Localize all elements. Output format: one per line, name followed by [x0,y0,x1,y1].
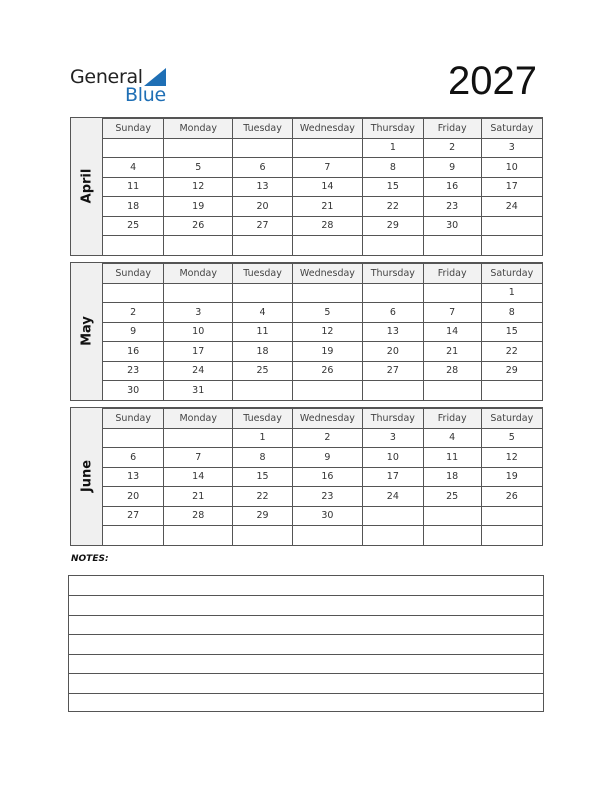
day-cell: 26 [481,487,542,507]
weekday-header: Tuesday [233,264,293,284]
notes-line [69,595,543,596]
day-cell: 3 [481,138,542,158]
day-cell [423,381,481,401]
day-cell: 9 [292,448,362,468]
weekday-header: Thursday [362,264,423,284]
month-name: April [79,168,94,204]
year-title: 2027 [448,59,537,103]
day-cell: 6 [362,303,423,323]
day-cell: 15 [233,467,293,487]
day-cell: 23 [292,487,362,507]
day-cell: 10 [362,448,423,468]
day-cell: 7 [164,448,233,468]
week-row [103,506,542,526]
day-cell: 26 [164,216,233,236]
day-cell: 6 [233,158,293,178]
day-cell: 20 [103,487,164,507]
month-grid [103,263,542,400]
week-row [103,342,542,362]
month-block-june [70,407,543,546]
day-cell: 20 [362,342,423,362]
day-cell: 10 [481,158,542,178]
day-cell: 22 [481,342,542,362]
notes-box[interactable] [68,575,544,712]
week-row [103,216,542,236]
day-cell [423,283,481,303]
notes-label: NOTES: [71,554,109,564]
day-cell: 27 [362,361,423,381]
day-cell [233,236,293,256]
day-cell [164,236,233,256]
day-cell: 17 [164,342,233,362]
day-cell: 25 [233,361,293,381]
week-row [103,526,542,546]
day-cell: 23 [103,361,164,381]
notes-line [69,673,543,674]
day-cell: 2 [292,428,362,448]
day-cell: 11 [233,322,293,342]
day-cell: 13 [233,177,293,197]
logo-text-blue: Blue [125,84,166,106]
weekday-header: Thursday [362,119,423,139]
day-cell: 27 [233,216,293,236]
day-cell: 14 [292,177,362,197]
month-name: May [79,316,94,347]
weekday-header: Friday [423,119,481,139]
logo-text-general: General [70,66,143,88]
day-cell: 28 [292,216,362,236]
day-cell [233,283,293,303]
day-cell [103,138,164,158]
day-cell: 27 [103,506,164,526]
day-cell: 5 [164,158,233,178]
weekday-header: Tuesday [233,409,293,429]
day-cell: 13 [103,467,164,487]
day-cell [233,526,293,546]
day-cell [481,506,542,526]
day-cell [423,506,481,526]
weekday-header: Friday [423,264,481,284]
day-cell: 28 [423,361,481,381]
day-cell: 22 [233,487,293,507]
day-cell [233,138,293,158]
day-cell [362,381,423,401]
week-row [103,428,542,448]
day-cell: 18 [233,342,293,362]
week-row [103,361,542,381]
day-cell: 5 [292,303,362,323]
day-cell: 16 [292,467,362,487]
day-cell [292,526,362,546]
day-cell: 1 [481,283,542,303]
day-cell: 11 [103,177,164,197]
month-block-may [70,262,543,401]
day-cell: 5 [481,428,542,448]
day-cell: 9 [103,322,164,342]
day-cell: 24 [362,487,423,507]
day-cell: 19 [481,467,542,487]
week-row [103,381,542,401]
month-grid [103,408,542,545]
week-row [103,448,542,468]
day-cell: 22 [362,197,423,217]
weekday-header: Saturday [481,119,542,139]
weekday-header: Monday [164,119,233,139]
weekday-header: Sunday [103,409,164,429]
notes-line [69,693,543,694]
weekday-header: Wednesday [292,264,362,284]
day-cell: 19 [164,197,233,217]
day-cell [292,138,362,158]
day-cell [292,236,362,256]
weekday-header: Wednesday [292,119,362,139]
notes-line [69,615,543,616]
month-block-april [70,117,543,256]
day-cell [362,526,423,546]
day-cell: 18 [423,467,481,487]
day-cell [292,283,362,303]
day-cell: 14 [423,322,481,342]
day-cell: 3 [362,428,423,448]
day-cell [292,381,362,401]
day-cell: 15 [362,177,423,197]
weekday-header: Monday [164,264,233,284]
week-row [103,303,542,323]
day-cell: 1 [233,428,293,448]
day-cell: 30 [292,506,362,526]
day-cell: 12 [292,322,362,342]
day-cell: 31 [164,381,233,401]
day-cell: 15 [481,322,542,342]
day-cell: 29 [233,506,293,526]
day-cell: 21 [164,487,233,507]
day-cell: 4 [233,303,293,323]
weekday-header-row [103,264,542,284]
day-cell: 11 [423,448,481,468]
week-row [103,177,542,197]
day-cell [103,526,164,546]
weekday-header: Tuesday [233,119,293,139]
day-cell: 20 [233,197,293,217]
day-cell: 4 [423,428,481,448]
day-cell [481,236,542,256]
day-cell [481,526,542,546]
day-cell [362,236,423,256]
notes-line [69,654,543,655]
day-cell: 2 [103,303,164,323]
day-cell: 16 [423,177,481,197]
day-cell [103,283,164,303]
day-cell [481,381,542,401]
day-cell [233,381,293,401]
day-cell: 17 [362,467,423,487]
day-cell: 9 [423,158,481,178]
weekday-header: Sunday [103,264,164,284]
day-cell: 12 [164,177,233,197]
weekday-header-row [103,119,542,139]
week-row [103,487,542,507]
weekday-header: Friday [423,409,481,429]
day-cell: 30 [103,381,164,401]
logo [70,66,180,106]
day-cell: 14 [164,467,233,487]
day-cell: 7 [423,303,481,323]
day-cell [481,216,542,236]
day-cell: 1 [362,138,423,158]
day-cell [103,236,164,256]
month-name: June [79,460,94,493]
day-cell [164,283,233,303]
day-cell: 26 [292,361,362,381]
day-cell: 23 [423,197,481,217]
day-cell: 4 [103,158,164,178]
weekday-header: Sunday [103,119,164,139]
day-cell: 8 [233,448,293,468]
month-label-column [71,408,103,545]
day-cell: 2 [423,138,481,158]
week-row [103,236,542,256]
day-cell [164,428,233,448]
month-grid [103,118,542,255]
day-cell: 7 [292,158,362,178]
day-cell [164,526,233,546]
weekday-header: Thursday [362,409,423,429]
day-cell [423,236,481,256]
day-cell: 24 [481,197,542,217]
weekday-header-row [103,409,542,429]
day-cell [362,506,423,526]
weekday-header: Wednesday [292,409,362,429]
day-cell: 25 [423,487,481,507]
week-row [103,138,542,158]
day-cell: 17 [481,177,542,197]
day-cell: 13 [362,322,423,342]
weekday-header: Saturday [481,264,542,284]
day-cell: 10 [164,322,233,342]
month-label-column [71,263,103,400]
day-cell: 21 [292,197,362,217]
day-cell: 24 [164,361,233,381]
day-cell: 19 [292,342,362,362]
day-cell: 18 [103,197,164,217]
day-cell [362,283,423,303]
day-cell: 29 [362,216,423,236]
day-cell: 29 [481,361,542,381]
week-row [103,283,542,303]
day-cell: 12 [481,448,542,468]
day-cell: 21 [423,342,481,362]
day-cell [164,138,233,158]
day-cell: 8 [481,303,542,323]
day-cell: 25 [103,216,164,236]
day-cell: 30 [423,216,481,236]
day-cell: 16 [103,342,164,362]
week-row [103,158,542,178]
month-label-column [71,118,103,255]
weekday-header: Monday [164,409,233,429]
weekday-header: Saturday [481,409,542,429]
day-cell: 3 [164,303,233,323]
week-row [103,467,542,487]
day-cell [103,428,164,448]
day-cell [423,526,481,546]
day-cell: 28 [164,506,233,526]
day-cell: 8 [362,158,423,178]
week-row [103,197,542,217]
day-cell: 6 [103,448,164,468]
week-row [103,322,542,342]
notes-line [69,634,543,635]
